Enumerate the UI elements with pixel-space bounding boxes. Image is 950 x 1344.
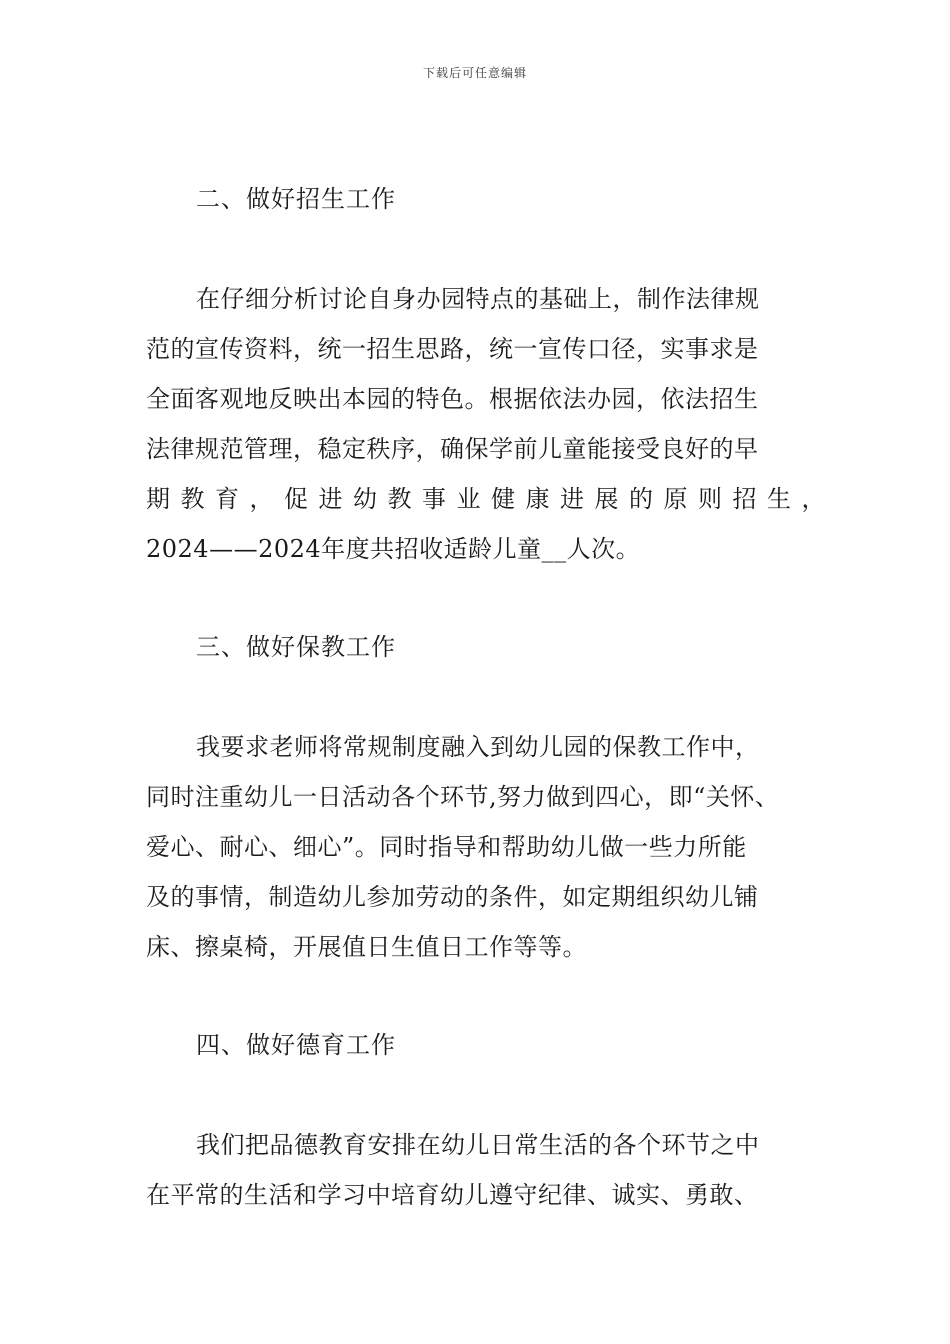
justified-char: ， [801,485,826,513]
justified-char: 促 [284,485,309,513]
paragraph-line: 2024——2024年度共招收适龄儿童__人次。 [146,535,641,563]
justified-char: 健 [491,485,516,513]
paragraph-line: 在平常的生活和学习中培育幼儿遵守纪律、诚实、勇敢、 [146,1181,759,1209]
paragraph-line: 法律规范管理，稳定秩序，确保学前儿童能接受良好的早 [146,435,759,463]
justified-char: 的 [629,485,654,513]
justified-line-container [146,484,826,514]
paragraph-line: 在仔细分析讨论自身办园特点的基础上，制作法律规 [196,285,760,313]
justified-char: 则 [698,485,723,513]
justified-char: 幼 [353,485,378,513]
paragraph-line: 全面客观地反映出本园的特色。根据依法办园，依法招生 [146,385,759,413]
justified-char: 期 [146,485,171,513]
paragraph-line: 同时注重幼儿一日活动各个环节,努力做到四心，即“关怀、 [146,783,780,811]
justified-char: 育 [215,485,240,513]
justified-char: 进 [318,485,343,513]
justified-char: 事 [422,485,447,513]
paragraph-line-justified [146,484,826,514]
justified-char: 展 [594,485,619,513]
justified-char: 进 [560,485,585,513]
justified-char: 教 [180,485,205,513]
paragraph-line: 我们把品德教育安排在幼儿日常生活的各个环节之中 [196,1131,760,1159]
paragraph-line: 及的事情，制造幼儿参加劳动的条件，如定期组织幼儿铺 [146,883,759,911]
paragraph-line: 床、擦桌椅，开展值日生值日工作等等。 [146,933,587,961]
paragraph-line: 爱心、耐心、细心”。同时指导和帮助幼儿做一些力所能 [146,833,747,861]
paragraph-line: 范的宣传资料，统一招生思路，统一宣传口径，实事求是 [146,335,759,363]
justified-char: 原 [663,485,688,513]
justified-char: 招 [732,485,757,513]
section-title-enrollment: 二、做好招生工作 [196,185,396,213]
justified-char: ， [249,485,274,513]
page-header-note: 下载后可任意编辑 [422,66,527,80]
paragraph-line: 我要求老师将常规制度融入到幼儿园的保教工作中， [196,733,760,761]
justified-char: 康 [525,485,550,513]
justified-char: 业 [456,485,481,513]
justified-char: 教 [387,485,412,513]
section-title-care-education: 三、做好保教工作 [196,633,396,661]
section-title-moral-education: 四、做好德育工作 [196,1031,396,1059]
justified-char: 生 [767,485,792,513]
